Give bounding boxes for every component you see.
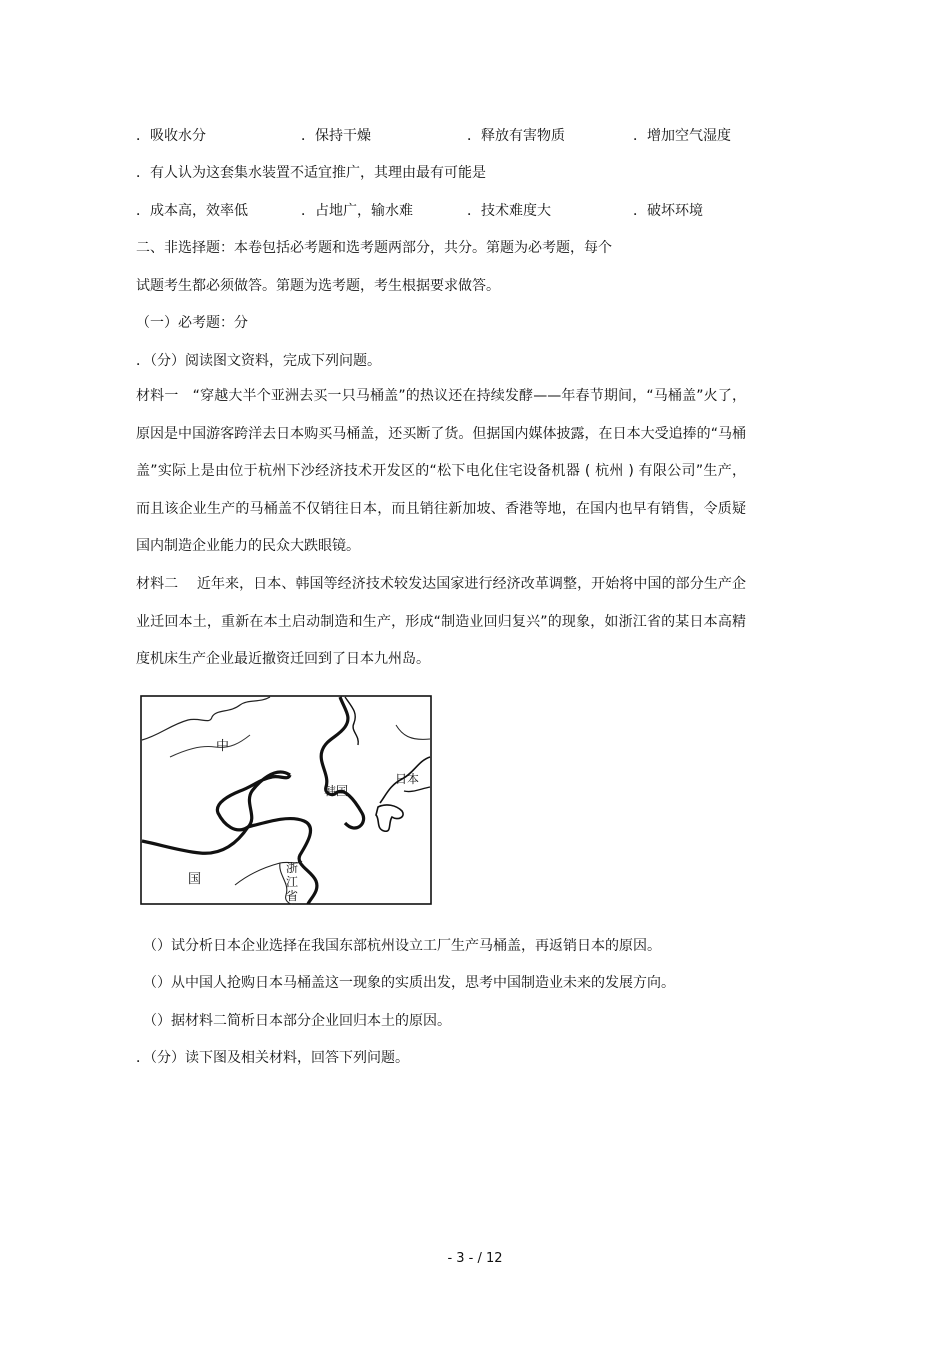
- option-a: ．成本高，效率低: [136, 203, 248, 219]
- question-intro: ．（分）阅读图文资料，完成下列问题。: [136, 353, 381, 369]
- page-number: - 3 - / 12: [447, 1251, 503, 1266]
- option-d: ．破坏环境: [633, 203, 703, 219]
- option-a: ．吸收水分: [136, 128, 206, 144]
- material-1: 材料一 “穿越大半个亚洲去买一只马桶盖”的热议还在持续发酵——年春节期间，“马桶盖”火了，原因是中国游客跨洋去日本购买马桶盖，还买断了货。但据国内媒体披露，在日本大受追捧的“马桶盖”实际上是由位于杭州下沙经济技术开发区的“松下电化住宅设备机器 ( 杭州 ) 有限公司”生产，而且该企业生产的马桶盖不仅销往日本，而且销往新加坡、香港等地，在国内也早有销售，令质疑国内制造企业能力的民众大跌眼镜。: [136, 388, 746, 554]
- option-c: ．技术难度大: [467, 203, 551, 219]
- material-2: 材料二 近年来，日本、韩国等经济技术较发达国家进行经济改革调整，开始将中国的部分生产企业迁回本土，重新在本土启动制造和生产，形成“制造业回归复兴”的现象，如浙江省的某日本高精度机床生产企业最近撤资迁回到了日本九州岛。: [136, 576, 746, 667]
- question-stem: ．有人认为这套集水装置不适宜推广，其理由最有可能是: [136, 165, 486, 181]
- map-label-jiang: 江: [286, 875, 299, 889]
- option-b: ．保持干燥: [301, 128, 371, 144]
- map-label-zhong: 中: [216, 739, 230, 754]
- option-d: ．增加空气湿度: [633, 128, 731, 144]
- subquestion-2: （）从中国人抢购日本马桶盖这一现象的实质出发，思考中国制造业未来的发展方向。: [143, 975, 675, 991]
- section-title: 二、非选择题：本卷包括必考题和选考题两部分，共分。第题为必考题，每个: [136, 240, 612, 256]
- map-label-japan: 日本: [395, 772, 420, 786]
- option-c: ．释放有害物质: [467, 128, 565, 144]
- map-label-korea: 韩国: [324, 784, 349, 798]
- required-heading: （一）必考题：分: [136, 315, 248, 331]
- map-figure: [140, 695, 432, 905]
- map-label-sheng: 省: [286, 889, 299, 903]
- map-label-zhe: 浙: [286, 861, 299, 875]
- subquestion-3: （）据材料二简析日本部分企业回归本土的原因。: [143, 1013, 451, 1029]
- subquestion-1: （）试分析日本企业选择在我国东部杭州设立工厂生产马桶盖，再返销日本的原因。: [143, 938, 661, 954]
- next-question: ．（分）读下图及相关材料，回答下列问题。: [136, 1050, 409, 1066]
- option-b: ．占地广，输水难: [301, 203, 413, 219]
- section-title-cont: 试题考生都必须做答。第题为选考题，考生根据要求做答。: [136, 278, 500, 294]
- map-label-guo: 国: [188, 872, 202, 887]
